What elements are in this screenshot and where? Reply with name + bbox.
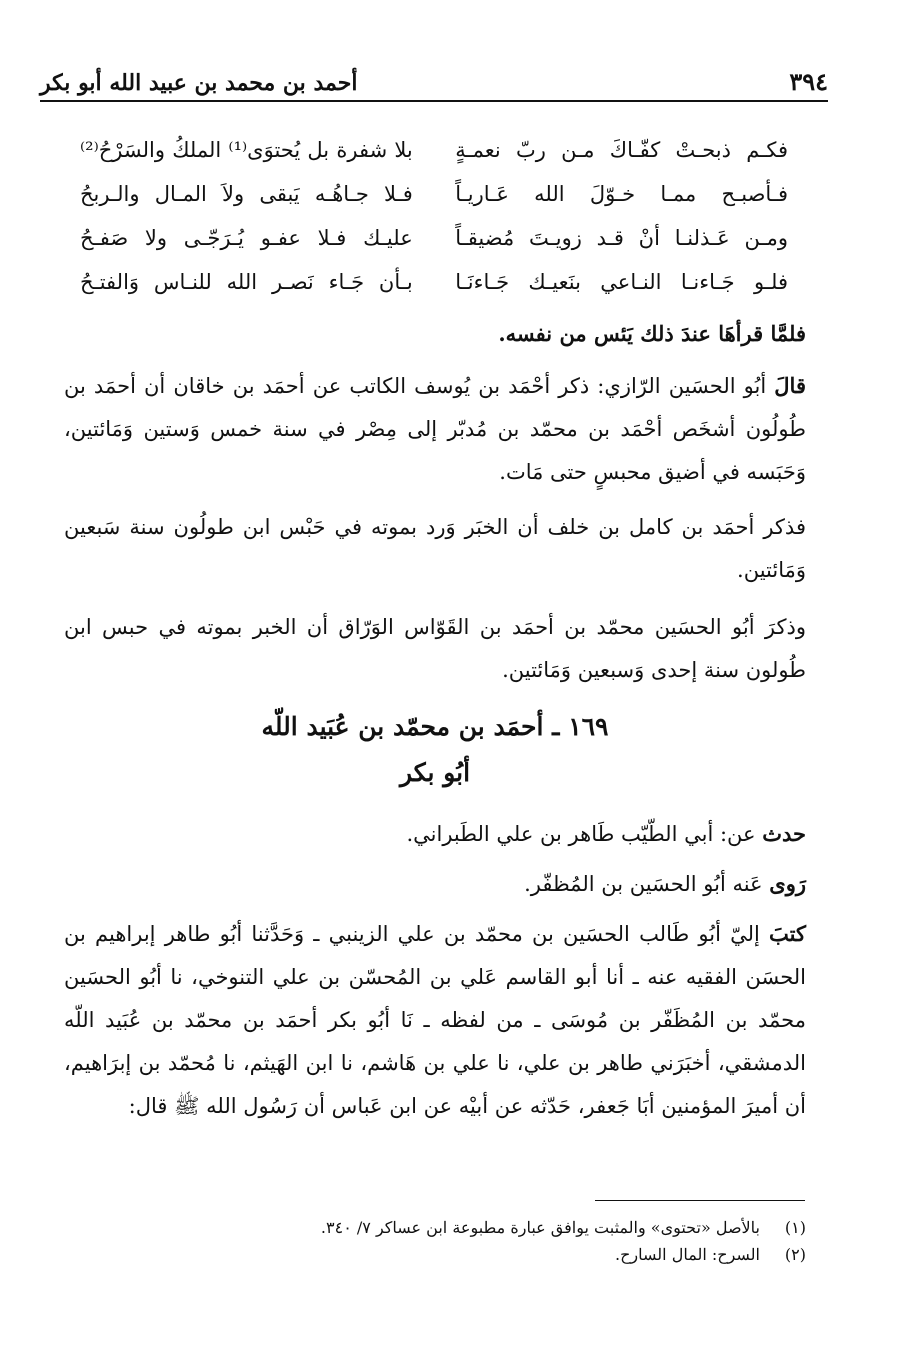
verse-first-hemistich: ومـن عَـذلنـا أنْ قـد زويـتَ مُضيقـاً xyxy=(455,226,788,250)
after-poem-text: فلمَّا قرأهَا عندَ ذلك يَئس من نفسه. xyxy=(498,321,806,346)
footnote-text: السرح: المال السارح. xyxy=(615,1245,760,1264)
verse xyxy=(80,172,788,216)
paragraph-isnad xyxy=(64,912,806,1128)
verse-first-hemistich: فكـم ذبحـتْ كفّـاكَ مـن ربّ نعمـةٍ xyxy=(455,138,788,162)
running-header xyxy=(40,60,828,102)
paragraph-text: وذكرَ أبُو الحسَين محمّد بن أحمَد بن القَوّاس الوَرّاق أن الخبر بموته في حبس ابن طُولون سنة إحدى وَسبعين وَمَائتين. xyxy=(64,615,806,682)
rawa-lead: رَوى xyxy=(769,871,806,896)
hadath-lead: حدث xyxy=(762,821,806,846)
running-title: أحمد بن محمد بن عبيد الله أبو بكر xyxy=(40,70,358,96)
paragraph-lead: قالَ xyxy=(774,373,806,398)
verse-second-hemistich: فـلا جـاهُـه يَبقى ولاَ المـال والـربحُ xyxy=(80,182,413,206)
paragraph-text: إليّ أبُو طَالب الحسَين بن محمّد بن علي الزينبي ـ وَحَدَّثنا أبُو طاهر إبراهيم بن الحسَن الفقيه عنه ـ أنا أبو القاسم عَلي بن المُحسّن بن علي التنوخي، نا أبُو الحسَين محمّد بن المُظَفّر بن مُوسَى ـ من لفظه ـ نَا أبُو بكر أحمَد بن محمّد بن عُبَيد اللّه الدمشقي، أخبَرَني طاهر بن علي، نا علي بن هَاشم، نا ابن الهَيثم، نا مُحمّد بن إبرَاهيم، أن أميرَ المؤمنين أبَا جَعفر، حَدّثه عن أبيْه عن ابن عَباس أن رَسُول الله ﷺ قال: xyxy=(64,922,806,1118)
paragraph-razi xyxy=(64,364,806,494)
footnote-number: (١) xyxy=(784,1218,806,1237)
after-poem-line xyxy=(64,312,806,356)
footnote xyxy=(64,1214,806,1241)
verse xyxy=(80,216,788,260)
paragraph-qawwas xyxy=(64,606,806,692)
verse-first-hemistich: فلـو جَـاءنـا النـاعي بنَعيـك جَـاءنَـا xyxy=(455,270,788,294)
footnote xyxy=(64,1241,806,1268)
paragraph-text: فذكر أحمَد بن كامل بن خلف أن الخبَر وَرد بموته في حَبْس ابن طولُون سنة سَبعين وَمَائتين. xyxy=(64,515,806,582)
rawa-line xyxy=(64,862,806,906)
verse xyxy=(80,260,788,304)
verse-first-hemistich: فـأصبـح ممـا خـوّلَ الله عَـاريـاً xyxy=(455,182,788,206)
poem xyxy=(80,128,788,304)
verse-second-hemistich: عليـك فـلا عفـو يُـرَجّـى ولا صَفـحُ xyxy=(80,226,413,250)
verse xyxy=(80,128,788,172)
verse-second-hemistich: بلا شفرة بل يُحتوَى⁽¹⁾ الملكُ والسَرْحُ⁽²⁾ xyxy=(80,138,413,162)
rawa-text: عَنه أبُو الحسَين بن المُظفّر. xyxy=(524,872,770,896)
entry-subtitle: أبُو بكر xyxy=(399,758,471,787)
verse-second-hemistich: بـأن جَـاء نَصـر الله للنـاس وَالفتـحُ xyxy=(80,270,413,294)
paragraph-lead: كتبَ xyxy=(769,921,806,946)
page-number: ٣٩٤ xyxy=(789,67,828,96)
paragraph-ibn-kamil xyxy=(64,506,806,592)
entry-title: ١٦٩ ـ أحمَد بن محمّد بن عُبَيد اللّه xyxy=(261,712,609,741)
footnote-divider xyxy=(595,1200,805,1201)
footnotes xyxy=(64,1214,806,1268)
footnote-text: بالأصل «تحتوى» والمثبت يوافق عبارة مطبوعة ابن عساكر ٧/ ٣٤٠. xyxy=(320,1218,760,1237)
hadath-text: عن: أبي الطّيّب طَاهر بن علي الطَبراني. xyxy=(406,822,763,846)
footnote-number: (٢) xyxy=(784,1245,806,1264)
hadath-line xyxy=(64,812,806,856)
paragraph-text: أبُو الحسَين الرّازي: ذكر أحْمَد بن يُوسف الكاتب عن أحمَد بن خاقان أن أحمَد بن طُولُون أشخَص أحْمَد بن محمّد بن مُدبّر إلى مِصْر في سنة خمس وَستين وَمَائتين، وَحَبَسه في أضيق محبسٍ حتى مَات. xyxy=(64,374,806,484)
